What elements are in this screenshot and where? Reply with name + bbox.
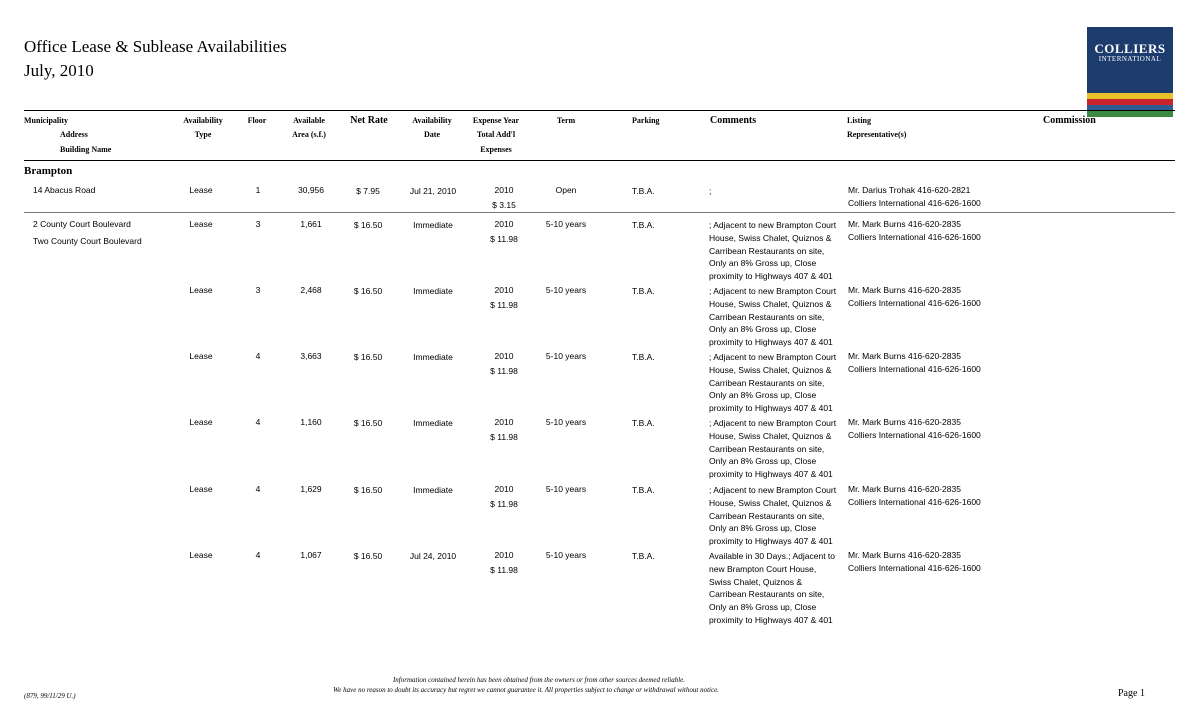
comment-line: Only an 8% Gross up, Close [709,258,817,269]
comment-line: Carribean Restaurants on site, [709,245,825,256]
col-header-total-addl: Total Add'l [476,130,516,139]
term: 5-10 years [545,351,587,361]
expense-year: 2010 [494,219,514,229]
col-header-type: Type [194,130,212,139]
term: 5-10 years [545,550,587,560]
available-area: 30,956 [298,185,324,195]
term: 5-10 years [545,417,587,427]
additional-expenses: $ 11.98 [490,366,518,376]
col-header-availability: Availability [183,116,223,125]
listing-representative: Mr. Mark Burns 416-620-2835 [848,351,961,361]
floor: 3 [255,219,261,229]
expense-year: 2010 [494,285,514,295]
net-rate: $ 16.50 [353,352,383,362]
comment-line: Available in 30 Days.; Adjacent to [709,551,836,561]
additional-expenses: $ 11.98 [490,499,518,509]
comment-line: Carribean Restaurants on site, [709,311,825,322]
floor: 4 [255,351,261,361]
col-header-address: Address [60,130,88,139]
availability-type: Lease [189,219,213,229]
availability-date: Immediate [413,220,453,230]
col-header-net-rate: Net Rate [350,115,388,126]
availability-type: Lease [189,417,213,427]
listing-representative: Mr. Darius Trohak 416-620-2821 [848,185,971,195]
col-header-expense-year: Expense Year [472,116,520,125]
net-rate: $ 16.50 [353,418,383,428]
term: 5-10 years [545,285,587,295]
building-address: 2 County Court Boulevard [33,219,131,229]
header-rule-top [24,110,1175,111]
availability-type: Lease [189,550,213,560]
comment-line: new Brampton Court House, [709,563,817,574]
comment-line: Only an 8% Gross up, Close [709,602,817,613]
comment-line: House, Swiss Chalet, Quiznos & [709,497,832,508]
availability-date: Immediate [413,286,453,296]
available-area: 3,663 [300,351,322,361]
availability-date: Jul 24, 2010 [409,551,457,561]
availability-date: Immediate [413,418,453,428]
expense-year: 2010 [494,417,514,427]
col-header-commission: Commission [1043,115,1096,126]
parking: T.B.A. [632,352,655,362]
header-rule-bottom [24,160,1175,161]
comment-line: proximity to Highways 407 & 401 [709,469,833,480]
expense-year: 2010 [494,185,514,195]
col-header-available: Available [293,116,325,125]
listing-firm: Colliers International 416-626-1600 [848,497,981,507]
term: Open [555,185,577,195]
parking: T.B.A. [632,418,655,428]
floor: 4 [255,484,261,494]
comment-line: House, Swiss Chalet, Quiznos & [709,430,832,441]
term: 5-10 years [545,484,587,494]
listing-firm: Colliers International 416-626-1600 [848,198,981,208]
comment-line: House, Swiss Chalet, Quiznos & [709,364,832,375]
col-header-floor: Floor [247,116,267,125]
net-rate: $ 7.95 [356,186,380,196]
col-header-representatives: Representative(s) [847,130,907,139]
parking: T.B.A. [632,220,655,230]
listing-firm: Colliers International 416-626-1600 [848,298,981,308]
building-address: 14 Abacus Road [33,185,96,195]
listing-representative: Mr. Mark Burns 416-620-2835 [848,219,961,229]
col-header-comments: Comments [710,115,757,126]
col-header-date: Date [424,130,440,139]
expense-year: 2010 [494,550,514,560]
comment-line: Carribean Restaurants on site, [709,443,825,454]
footer-disclaimer-line2: We have no reason to doubt its accuracy but regret we cannot guarantee it. All properties subject to change or withdrawal without notice. [333,686,719,694]
comment-line: Only an 8% Gross up, Close [709,456,817,467]
additional-expenses: $ 3.15 [492,200,516,210]
comment-line: Only an 8% Gross up, Close [709,523,817,534]
listing-representative: Mr. Mark Burns 416-620-2835 [848,484,961,494]
comment-line: Swiss Chalet, Quiznos & [709,576,803,587]
net-rate: $ 16.50 [353,551,383,561]
comment-line: House, Swiss Chalet, Quiznos & [709,298,832,309]
availability-date: Immediate [413,485,453,495]
parking: T.B.A. [632,286,655,296]
comment-line: Carribean Restaurants on site, [709,589,825,600]
parking: T.B.A. [632,485,655,495]
comment-line: ; Adjacent to new Brampton Court [709,485,837,495]
additional-expenses: $ 11.98 [490,300,518,310]
report-date: July, 2010 [24,61,94,80]
availability-date: Jul 21, 2010 [409,186,457,196]
floor: 4 [255,417,261,427]
availability-type: Lease [189,484,213,494]
colliers-logo: COLLIERS INTERNATIONAL [1087,27,1173,123]
net-rate: $ 16.50 [353,485,383,495]
net-rate: $ 16.50 [353,286,383,296]
col-header-availability-date: Availability [412,116,452,125]
comment-line: Only an 8% Gross up, Close [709,390,817,401]
footer-disclaimer-line1: Information contained herein has been obtained from the owners or from other sources deemed reliable. [392,676,686,684]
comment-line: proximity to Highways 407 & 401 [709,271,833,282]
parking: T.B.A. [632,186,655,196]
availability-date: Immediate [413,352,453,362]
listing-firm: Colliers International 416-626-1600 [848,364,981,374]
availability-type: Lease [189,351,213,361]
net-rate: $ 16.50 [353,220,383,230]
building-name: Two County Court Boulevard [33,236,142,246]
floor: 1 [255,185,261,195]
comment-line: ; Adjacent to new Brampton Court [709,352,837,362]
comment-line: House, Swiss Chalet, Quiznos & [709,232,832,243]
additional-expenses: $ 11.98 [490,432,518,442]
available-area: 1,067 [300,550,322,560]
available-area: 1,160 [300,417,322,427]
listing-representative: Mr. Mark Burns 416-620-2835 [848,285,961,295]
available-area: 1,629 [300,484,322,494]
listing-representative: Mr. Mark Burns 416-620-2835 [848,550,961,560]
comment-line: ; Adjacent to new Brampton Court [709,220,837,230]
comment-line: proximity to Highways 407 & 401 [709,403,833,414]
comment-line: proximity to Highways 407 & 401 [709,337,833,348]
municipality-group-label: Brampton [24,165,73,177]
additional-expenses: $ 11.98 [490,565,518,575]
comment-line: Carribean Restaurants on site, [709,510,825,521]
comment-line: ; Adjacent to new Brampton Court [709,418,837,428]
term: 5-10 years [545,219,587,229]
available-area: 2,468 [300,285,322,295]
available-area: 1,661 [300,219,322,229]
page-title: Office Lease & Sublease Availabilities [24,37,287,56]
availability-type: Lease [189,285,213,295]
comment-line: ; [709,186,712,196]
comment-line: Only an 8% Gross up, Close [709,324,817,335]
floor: 4 [255,550,261,560]
col-header-municipality: Municipality [24,116,69,125]
listing-representative: Mr. Mark Burns 416-620-2835 [848,417,961,427]
expense-year: 2010 [494,484,514,494]
row-separator [24,212,1175,213]
expense-year: 2010 [494,351,514,361]
listing-firm: Colliers International 416-626-1600 [848,430,981,440]
availability-type: Lease [189,185,213,195]
col-header-term: Term [556,116,576,125]
col-header-listing: Listing [847,116,872,125]
comment-line: ; Adjacent to new Brampton Court [709,286,837,296]
comment-line: Carribean Restaurants on site, [709,377,825,388]
footer-code: (879, 99/11/29 U.) [24,692,76,700]
listing-firm: Colliers International 416-626-1600 [848,563,981,573]
listing-firm: Colliers International 416-626-1600 [848,232,981,242]
col-header-area: Area (s.f.) [292,130,326,139]
floor: 3 [255,285,261,295]
parking: T.B.A. [632,551,655,561]
page-number: Page 1 [1118,688,1145,699]
col-header-expenses: Expenses [480,145,512,154]
comment-line: proximity to Highways 407 & 401 [709,536,833,547]
additional-expenses: $ 11.98 [490,234,518,244]
comment-line: proximity to Highways 407 & 401 [709,615,833,625]
col-header-parking: Parking [632,116,660,125]
col-header-building-name: Building Name [60,145,112,154]
